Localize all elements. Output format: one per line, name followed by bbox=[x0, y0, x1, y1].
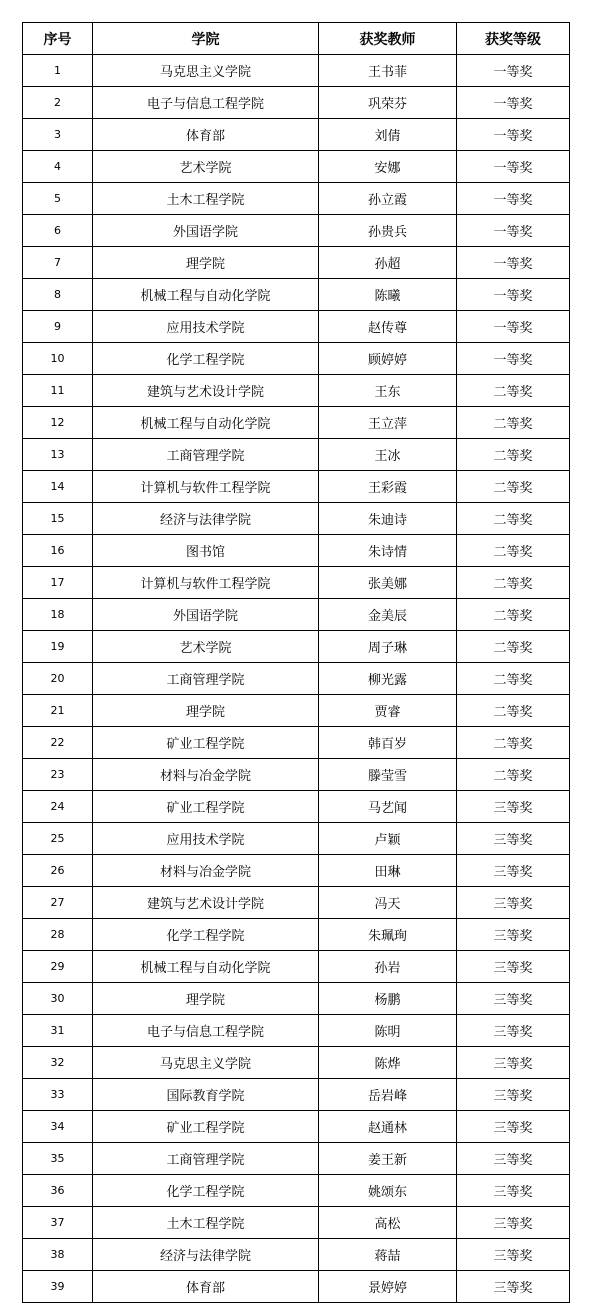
table-row bbox=[23, 311, 570, 343]
header-teacher: 获奖教师 bbox=[319, 23, 457, 55]
cell-award-level: 二等奖 bbox=[457, 535, 570, 567]
cell-college: 电子与信息工程学院 bbox=[93, 87, 319, 119]
cell-teacher: 田琳 bbox=[319, 855, 457, 887]
table-row bbox=[23, 919, 570, 951]
cell-teacher: 孙贵兵 bbox=[319, 215, 457, 247]
cell-award-level: 二等奖 bbox=[457, 759, 570, 791]
cell-number: 15 bbox=[23, 503, 93, 535]
cell-number: 5 bbox=[23, 183, 93, 215]
cell-number: 18 bbox=[23, 599, 93, 631]
cell-teacher: 王彩霞 bbox=[319, 471, 457, 503]
cell-award-level: 三等奖 bbox=[457, 951, 570, 983]
cell-college: 建筑与艺术设计学院 bbox=[93, 887, 319, 919]
cell-teacher: 陈明 bbox=[319, 1015, 457, 1047]
cell-award-level: 三等奖 bbox=[457, 1015, 570, 1047]
cell-number: 31 bbox=[23, 1015, 93, 1047]
cell-number: 26 bbox=[23, 855, 93, 887]
cell-teacher: 孙超 bbox=[319, 247, 457, 279]
cell-college: 化学工程学院 bbox=[93, 919, 319, 951]
table-row bbox=[23, 1079, 570, 1111]
table-row bbox=[23, 599, 570, 631]
table-row bbox=[23, 503, 570, 535]
cell-teacher: 王立萍 bbox=[319, 407, 457, 439]
cell-number: 27 bbox=[23, 887, 93, 919]
cell-award-level: 一等奖 bbox=[457, 151, 570, 183]
table-row bbox=[23, 375, 570, 407]
cell-number: 2 bbox=[23, 87, 93, 119]
cell-teacher: 孙立霞 bbox=[319, 183, 457, 215]
table-row bbox=[23, 119, 570, 151]
cell-number: 30 bbox=[23, 983, 93, 1015]
table-row bbox=[23, 631, 570, 663]
cell-college: 体育部 bbox=[93, 119, 319, 151]
cell-teacher: 滕莹雪 bbox=[319, 759, 457, 791]
cell-number: 39 bbox=[23, 1271, 93, 1303]
cell-number: 6 bbox=[23, 215, 93, 247]
cell-teacher: 赵通林 bbox=[319, 1111, 457, 1143]
cell-college: 计算机与软件工程学院 bbox=[93, 567, 319, 599]
cell-college: 工商管理学院 bbox=[93, 663, 319, 695]
table-row bbox=[23, 567, 570, 599]
cell-teacher: 陈烨 bbox=[319, 1047, 457, 1079]
cell-teacher: 王东 bbox=[319, 375, 457, 407]
cell-award-level: 一等奖 bbox=[457, 343, 570, 375]
cell-teacher: 周子琳 bbox=[319, 631, 457, 663]
table-row bbox=[23, 535, 570, 567]
cell-award-level: 三等奖 bbox=[457, 791, 570, 823]
cell-college: 马克思主义学院 bbox=[93, 55, 319, 87]
cell-college: 理学院 bbox=[93, 983, 319, 1015]
cell-teacher: 柳光露 bbox=[319, 663, 457, 695]
cell-college: 理学院 bbox=[93, 247, 319, 279]
cell-award-level: 三等奖 bbox=[457, 919, 570, 951]
cell-number: 9 bbox=[23, 311, 93, 343]
cell-award-level: 三等奖 bbox=[457, 1175, 570, 1207]
cell-college: 体育部 bbox=[93, 1271, 319, 1303]
cell-college: 外国语学院 bbox=[93, 599, 319, 631]
cell-number: 1 bbox=[23, 55, 93, 87]
table-body bbox=[23, 55, 570, 1303]
table-row bbox=[23, 1111, 570, 1143]
cell-teacher: 冯天 bbox=[319, 887, 457, 919]
cell-college: 马克思主义学院 bbox=[93, 1047, 319, 1079]
table-row bbox=[23, 759, 570, 791]
cell-college: 经济与法律学院 bbox=[93, 1239, 319, 1271]
cell-award-level: 二等奖 bbox=[457, 727, 570, 759]
cell-college: 建筑与艺术设计学院 bbox=[93, 375, 319, 407]
cell-teacher: 朱迪诗 bbox=[319, 503, 457, 535]
cell-college: 土木工程学院 bbox=[93, 1207, 319, 1239]
cell-number: 17 bbox=[23, 567, 93, 599]
cell-college: 计算机与软件工程学院 bbox=[93, 471, 319, 503]
table-row bbox=[23, 887, 570, 919]
cell-number: 14 bbox=[23, 471, 93, 503]
cell-college: 土木工程学院 bbox=[93, 183, 319, 215]
table-row bbox=[23, 855, 570, 887]
cell-teacher: 朱珮珣 bbox=[319, 919, 457, 951]
cell-number: 24 bbox=[23, 791, 93, 823]
cell-number: 21 bbox=[23, 695, 93, 727]
cell-college: 艺术学院 bbox=[93, 151, 319, 183]
cell-number: 34 bbox=[23, 1111, 93, 1143]
cell-teacher: 蒋喆 bbox=[319, 1239, 457, 1271]
cell-award-level: 三等奖 bbox=[457, 1271, 570, 1303]
cell-teacher: 刘倩 bbox=[319, 119, 457, 151]
cell-teacher: 陈曦 bbox=[319, 279, 457, 311]
cell-teacher: 贾睿 bbox=[319, 695, 457, 727]
cell-award-level: 一等奖 bbox=[457, 311, 570, 343]
cell-college: 化学工程学院 bbox=[93, 343, 319, 375]
cell-teacher: 张美娜 bbox=[319, 567, 457, 599]
cell-teacher: 景婷婷 bbox=[319, 1271, 457, 1303]
cell-number: 8 bbox=[23, 279, 93, 311]
table-row bbox=[23, 151, 570, 183]
table-row bbox=[23, 1175, 570, 1207]
cell-number: 23 bbox=[23, 759, 93, 791]
cell-award-level: 二等奖 bbox=[457, 599, 570, 631]
cell-teacher: 孙岩 bbox=[319, 951, 457, 983]
cell-award-level: 三等奖 bbox=[457, 1207, 570, 1239]
cell-number: 20 bbox=[23, 663, 93, 695]
cell-college: 外国语学院 bbox=[93, 215, 319, 247]
cell-award-level: 二等奖 bbox=[457, 631, 570, 663]
cell-teacher: 马艺闻 bbox=[319, 791, 457, 823]
cell-number: 38 bbox=[23, 1239, 93, 1271]
cell-college: 工商管理学院 bbox=[93, 1143, 319, 1175]
cell-award-level: 三等奖 bbox=[457, 1047, 570, 1079]
table-row bbox=[23, 471, 570, 503]
cell-teacher: 姜王新 bbox=[319, 1143, 457, 1175]
cell-number: 37 bbox=[23, 1207, 93, 1239]
cell-number: 10 bbox=[23, 343, 93, 375]
cell-number: 4 bbox=[23, 151, 93, 183]
table-row bbox=[23, 247, 570, 279]
cell-award-level: 三等奖 bbox=[457, 855, 570, 887]
cell-teacher: 朱诗情 bbox=[319, 535, 457, 567]
cell-college: 应用技术学院 bbox=[93, 823, 319, 855]
cell-number: 28 bbox=[23, 919, 93, 951]
cell-college: 理学院 bbox=[93, 695, 319, 727]
cell-teacher: 安娜 bbox=[319, 151, 457, 183]
cell-number: 19 bbox=[23, 631, 93, 663]
table-row bbox=[23, 951, 570, 983]
cell-award-level: 一等奖 bbox=[457, 87, 570, 119]
cell-number: 11 bbox=[23, 375, 93, 407]
cell-award-level: 三等奖 bbox=[457, 1111, 570, 1143]
cell-college: 矿业工程学院 bbox=[93, 1111, 319, 1143]
cell-award-level: 二等奖 bbox=[457, 375, 570, 407]
table-row bbox=[23, 1239, 570, 1271]
cell-college: 国际教育学院 bbox=[93, 1079, 319, 1111]
cell-college: 材料与冶金学院 bbox=[93, 855, 319, 887]
table-row bbox=[23, 1271, 570, 1303]
cell-college: 艺术学院 bbox=[93, 631, 319, 663]
cell-award-level: 二等奖 bbox=[457, 407, 570, 439]
cell-award-level: 二等奖 bbox=[457, 567, 570, 599]
table-row bbox=[23, 663, 570, 695]
table-header-row bbox=[23, 23, 570, 55]
cell-award-level: 三等奖 bbox=[457, 887, 570, 919]
cell-teacher: 金美辰 bbox=[319, 599, 457, 631]
cell-award-level: 三等奖 bbox=[457, 1143, 570, 1175]
awards-table bbox=[22, 22, 570, 1303]
cell-college: 材料与冶金学院 bbox=[93, 759, 319, 791]
cell-award-level: 三等奖 bbox=[457, 983, 570, 1015]
cell-teacher: 巩荣芬 bbox=[319, 87, 457, 119]
cell-award-level: 一等奖 bbox=[457, 119, 570, 151]
table-row bbox=[23, 983, 570, 1015]
table-row bbox=[23, 823, 570, 855]
cell-award-level: 二等奖 bbox=[457, 695, 570, 727]
cell-number: 29 bbox=[23, 951, 93, 983]
cell-number: 7 bbox=[23, 247, 93, 279]
cell-college: 应用技术学院 bbox=[93, 311, 319, 343]
cell-award-level: 一等奖 bbox=[457, 55, 570, 87]
table-row bbox=[23, 183, 570, 215]
cell-award-level: 一等奖 bbox=[457, 183, 570, 215]
cell-number: 12 bbox=[23, 407, 93, 439]
cell-award-level: 二等奖 bbox=[457, 471, 570, 503]
cell-college: 图书馆 bbox=[93, 535, 319, 567]
cell-teacher: 王书菲 bbox=[319, 55, 457, 87]
cell-teacher: 岳岩峰 bbox=[319, 1079, 457, 1111]
cell-number: 36 bbox=[23, 1175, 93, 1207]
table-row bbox=[23, 1015, 570, 1047]
cell-college: 机械工程与自动化学院 bbox=[93, 951, 319, 983]
table-row bbox=[23, 215, 570, 247]
cell-teacher: 姚颂东 bbox=[319, 1175, 457, 1207]
table-row bbox=[23, 727, 570, 759]
cell-college: 工商管理学院 bbox=[93, 439, 319, 471]
cell-award-level: 二等奖 bbox=[457, 663, 570, 695]
cell-award-level: 一等奖 bbox=[457, 215, 570, 247]
cell-award-level: 二等奖 bbox=[457, 439, 570, 471]
table-row bbox=[23, 695, 570, 727]
cell-college: 化学工程学院 bbox=[93, 1175, 319, 1207]
table-row bbox=[23, 791, 570, 823]
cell-award-level: 二等奖 bbox=[457, 503, 570, 535]
cell-award-level: 三等奖 bbox=[457, 1239, 570, 1271]
cell-teacher: 王冰 bbox=[319, 439, 457, 471]
cell-number: 25 bbox=[23, 823, 93, 855]
cell-college: 矿业工程学院 bbox=[93, 791, 319, 823]
cell-number: 3 bbox=[23, 119, 93, 151]
cell-number: 22 bbox=[23, 727, 93, 759]
cell-award-level: 一等奖 bbox=[457, 247, 570, 279]
header-award-level: 获奖等级 bbox=[457, 23, 570, 55]
cell-teacher: 赵传尊 bbox=[319, 311, 457, 343]
cell-college: 经济与法律学院 bbox=[93, 503, 319, 535]
table-row bbox=[23, 1047, 570, 1079]
table-row bbox=[23, 1207, 570, 1239]
cell-college: 机械工程与自动化学院 bbox=[93, 279, 319, 311]
cell-award-level: 三等奖 bbox=[457, 1079, 570, 1111]
table-row bbox=[23, 343, 570, 375]
cell-number: 32 bbox=[23, 1047, 93, 1079]
cell-award-level: 一等奖 bbox=[457, 279, 570, 311]
table-row bbox=[23, 279, 570, 311]
header-college: 学院 bbox=[93, 23, 319, 55]
cell-number: 16 bbox=[23, 535, 93, 567]
cell-college: 机械工程与自动化学院 bbox=[93, 407, 319, 439]
header-number: 序号 bbox=[23, 23, 93, 55]
cell-number: 33 bbox=[23, 1079, 93, 1111]
cell-college: 电子与信息工程学院 bbox=[93, 1015, 319, 1047]
cell-teacher: 卢颖 bbox=[319, 823, 457, 855]
cell-number: 35 bbox=[23, 1143, 93, 1175]
table-row bbox=[23, 55, 570, 87]
cell-teacher: 韩百岁 bbox=[319, 727, 457, 759]
cell-teacher: 高松 bbox=[319, 1207, 457, 1239]
cell-number: 13 bbox=[23, 439, 93, 471]
cell-teacher: 杨鹏 bbox=[319, 983, 457, 1015]
table-row bbox=[23, 407, 570, 439]
table-row bbox=[23, 87, 570, 119]
table-row bbox=[23, 439, 570, 471]
table-row bbox=[23, 1143, 570, 1175]
cell-college: 矿业工程学院 bbox=[93, 727, 319, 759]
cell-award-level: 三等奖 bbox=[457, 823, 570, 855]
cell-teacher: 顾婷婷 bbox=[319, 343, 457, 375]
